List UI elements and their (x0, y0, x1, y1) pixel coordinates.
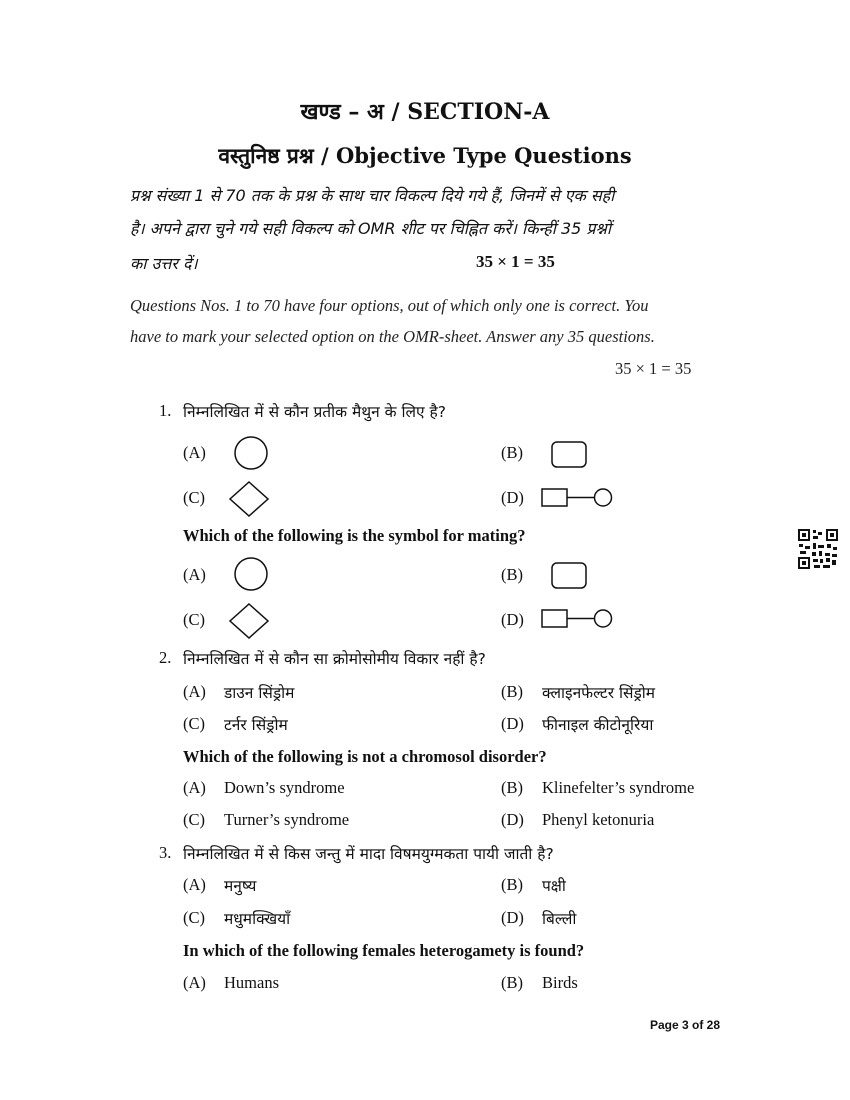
option-d-english: Phenyl ketonuria (542, 810, 655, 829)
question-2-english: Which of the following is not a chromosol disorder? (183, 747, 547, 766)
question-3-hindi: निम्नलिखित में से किस जन्तु में मादा विषमयुग्मकता पायी जाती है? (183, 845, 554, 863)
option-label-a: (A) (183, 875, 206, 894)
option-label-d: (D) (501, 714, 524, 733)
option-label-b: (B) (501, 682, 523, 701)
instruction-english-line1: Questions Nos. 1 to 70 have four options, out of which only one is correct. You (130, 296, 649, 315)
option-d-hindi: फीनाइल कीटोनूरिया (542, 716, 654, 734)
option-b-english: Klinefelter’s syndrome (542, 778, 695, 797)
circle-icon (233, 559, 271, 591)
option-label-b: (B) (501, 875, 523, 894)
option-label-b: (B) (501, 443, 523, 462)
option-label-b: (B) (501, 778, 523, 797)
option-a-hindi: मनुष्य (224, 877, 257, 895)
section-subtitle: वस्तुनिष्ठ प्रश्न / Objective Type Questions (218, 143, 632, 168)
square-line-circle-icon (541, 487, 615, 509)
diamond-icon (229, 603, 271, 639)
option-label-c: (C) (183, 810, 205, 829)
option-b-english: Birds (542, 973, 578, 992)
option-label-c: (C) (183, 908, 205, 927)
option-label-a: (A) (183, 443, 206, 462)
question-1-english: Which of the following is the symbol for mating? (183, 526, 526, 545)
diamond-icon (229, 481, 271, 517)
option-a-hindi: डाउन सिंड्रोम (224, 684, 295, 702)
page-number: Page 3 of 28 (649, 1018, 720, 1032)
option-label-d: (D) (501, 488, 524, 507)
option-label-a: (A) (183, 973, 206, 992)
question-number: 1. (159, 401, 172, 420)
circle-icon (233, 438, 271, 470)
option-c-hindi: टर्नर सिंड्रोम (224, 716, 288, 734)
question-3-english: In which of the following females heterogamety is found? (183, 941, 585, 960)
question-number: 3. (159, 843, 172, 862)
hindi-marks: 35 × 1 = 35 (476, 252, 555, 271)
rounded-square-icon (551, 441, 589, 469)
option-label-a: (A) (183, 565, 206, 584)
option-b-hindi: पक्षी (542, 877, 566, 895)
section-title: खण्ड – अ / SECTION-A (300, 99, 550, 125)
option-label-d: (D) (501, 810, 524, 829)
option-label-c: (C) (183, 610, 205, 629)
instruction-hindi-line2: है। अपने द्वारा चुने गये सही विकल्प को OMR शीट पर चिह्नित करें। किन्हीं 35 प्रश्नों (130, 219, 611, 238)
square-line-circle-icon (541, 608, 615, 630)
option-d-hindi: बिल्ली (542, 910, 577, 928)
instruction-english-line2: have to mark your selected option on the OMR-sheet. Answer any 35 questions. (130, 327, 655, 346)
option-label-c: (C) (183, 714, 205, 733)
option-label-d: (D) (501, 610, 524, 629)
option-a-english: Down’s syndrome (224, 778, 345, 797)
option-c-english: Turner’s syndrome (224, 810, 350, 829)
question-2-hindi: निम्नलिखित में से कौन सा क्रोमोसोमीय विकार नहीं है? (183, 650, 486, 668)
option-label-c: (C) (183, 488, 205, 507)
option-label-b: (B) (501, 565, 523, 584)
option-label-a: (A) (183, 778, 206, 797)
question-number: 2. (159, 648, 172, 667)
option-label-a: (A) (183, 682, 206, 701)
option-label-b: (B) (501, 973, 523, 992)
question-1-hindi: निम्नलिखित में से कौन प्रतीक मैथुन के लिए है? (183, 403, 446, 421)
qr-code-icon (798, 529, 838, 569)
option-a-english: Humans (224, 973, 279, 992)
rounded-square-icon (551, 562, 589, 590)
option-label-d: (D) (501, 908, 524, 927)
instruction-hindi-line3: का उत्तर दें। (130, 254, 198, 273)
option-b-hindi: क्लाइनफेल्टर सिंड्रोम (542, 684, 656, 702)
english-marks: 35 × 1 = 35 (615, 359, 692, 378)
option-c-hindi: मधुमक्खियाँ (224, 910, 291, 928)
instruction-hindi-line1: प्रश्न संख्या 1 से 70 तक के प्रश्न के साथ चार विकल्प दिये गये हैं, जिनमें से एक सही (130, 186, 615, 205)
